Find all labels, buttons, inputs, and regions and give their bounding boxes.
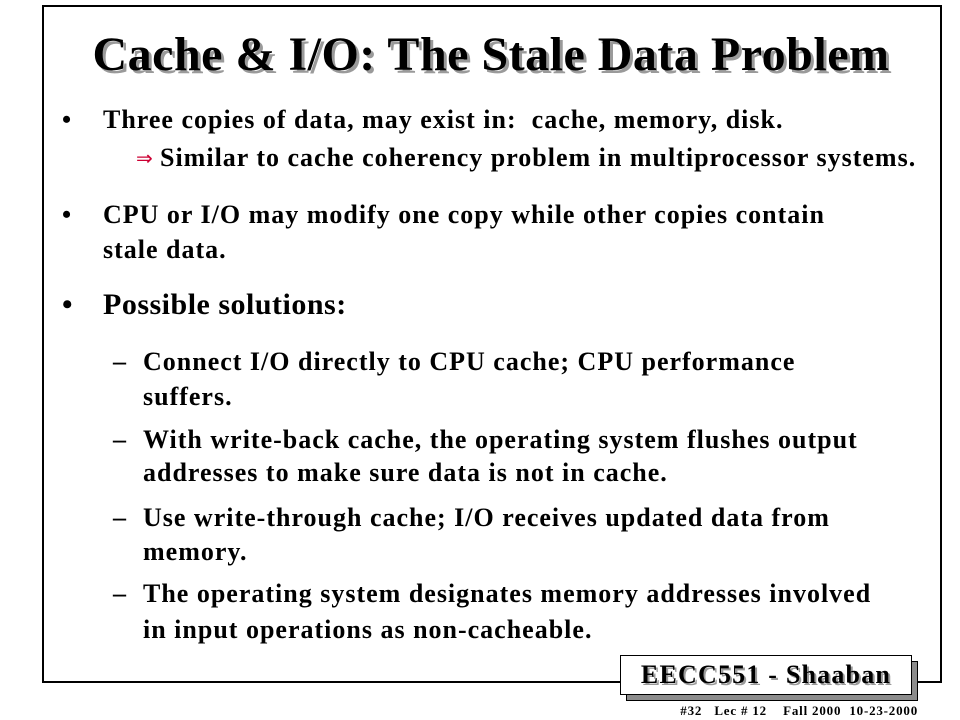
solution-text: Use write-through cache; I/O receives updated data from bbox=[143, 503, 830, 532]
dash-marker: – bbox=[113, 425, 127, 454]
slide-title: Cache & I/O: The Stale Data Problem bbox=[92, 28, 890, 81]
dash-marker: – bbox=[113, 579, 127, 608]
dash-marker: – bbox=[113, 347, 127, 376]
bullet-marker: • bbox=[62, 288, 74, 321]
dash-marker: – bbox=[113, 503, 127, 532]
course-badge-text: EECC551 - Shaaban bbox=[640, 660, 892, 689]
solution-text: in input operations as non-cacheable. bbox=[143, 615, 593, 644]
bullet-text: Three copies of data, may exist in: cache, memory, disk. bbox=[103, 105, 784, 134]
solution-text: With write-back cache, the operating system flushes output bbox=[143, 425, 858, 454]
bullet-text: stale data. bbox=[103, 235, 227, 264]
solution-text: Connect I/O directly to CPU cache; CPU performance bbox=[143, 347, 796, 376]
solution-text: addresses to make sure data is not in cache. bbox=[143, 458, 668, 487]
solution-text: memory. bbox=[143, 537, 248, 566]
arrow-marker: ⇒ bbox=[136, 146, 153, 170]
slide-info: #32 Lec # 12 Fall 2000 10-23-2000 bbox=[680, 703, 918, 718]
bullet-marker: • bbox=[62, 200, 73, 229]
solutions-heading: Possible solutions: bbox=[103, 288, 347, 321]
bullet-marker: • bbox=[62, 105, 73, 134]
solution-text: suffers. bbox=[143, 382, 233, 411]
sub-point-text: Similar to cache coherency problem in multiprocessor systems. bbox=[160, 143, 917, 172]
course-badge bbox=[620, 655, 912, 695]
bullet-text: CPU or I/O may modify one copy while other copies contain bbox=[103, 200, 825, 229]
solution-text: The operating system designates memory addresses involved bbox=[143, 579, 872, 608]
